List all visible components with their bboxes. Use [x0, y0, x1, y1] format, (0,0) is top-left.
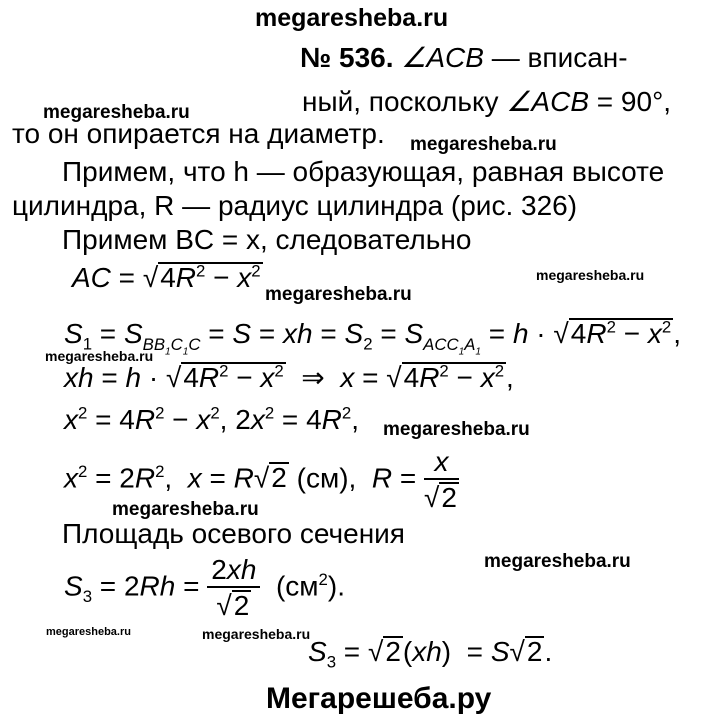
formula-ac: AC = $√4R^2 - x^2$ [72, 261, 261, 293]
watermark: megaresheba.ru [265, 284, 412, 305]
formula-s3: $S_3 = 2Rh$ = $\frac{2xh}{√2}$ $(см^2)$. [64, 554, 345, 621]
watermark-top: megaresheba.ru [255, 4, 449, 32]
footer-brand: Мегарешеба.ру [266, 682, 492, 715]
heading-rest: — вписан- [491, 42, 628, 73]
angle-acb: ∠ACB [401, 42, 484, 73]
section-label: Площадь осевого сечения [62, 518, 405, 549]
formula-s1: $S_1 = S_{BB_1C_1C} = S$ = xh = $S_2 = S_{ACC_1A_1} = h \cdot √4R^2 - x^2$, [64, 317, 681, 357]
watermark: megaresheba.ru [536, 267, 645, 283]
problem-heading [300, 44, 628, 72]
formula-s3-final: $S_3 = √2(xh) = S√2$. [308, 636, 553, 672]
text-line-2 [302, 88, 671, 116]
watermark: megaresheba.ru [45, 348, 154, 364]
watermark: megaresheba.ru [112, 499, 259, 520]
text-line-4: Примем, что h — образующая, равная высоте [62, 156, 665, 187]
text-fragment: = 90°, [596, 86, 672, 117]
unit-cm2: (см [275, 570, 319, 602]
problem-number: № 536. [300, 42, 394, 73]
watermark: megaresheba.ru [43, 102, 190, 123]
fraction-2xh-over-sqrt2: $\frac{2xh}{√2}$ [207, 556, 260, 620]
watermark: megaresheba.ru [383, 419, 530, 440]
text-line-3: то он опирается на диаметр. [12, 118, 385, 149]
watermark: megaresheba.ru [484, 551, 631, 572]
formula-xh: xh = $h \cdot √4R^2 - x^2$ ⇒ $x = √4R^2 - x^2$, [64, 361, 514, 393]
watermark: megaresheba.ru [46, 626, 131, 638]
formula-r: $x^2 = 2R^2$, x = R√2 (см), R = $\frac{x}{√2}$ [64, 446, 457, 513]
angle-acb: ∠ACB [506, 86, 590, 117]
formula-x2: $x^2 = 4R^2 - x^2$, $2x^2 = 4R^2$, [64, 403, 359, 435]
watermark: megaresheba.ru [202, 626, 311, 642]
fraction-x-over-sqrt2: $\frac{x}{√2}$ [424, 446, 457, 513]
unit-cm: (см) [296, 462, 349, 494]
text-line-6: Примем BC = x, следовательно [62, 224, 472, 255]
watermark: megaresheba.ru [410, 134, 557, 155]
text-line-5: цилиндра, R — радиус цилиндра (рис. 326) [12, 190, 578, 221]
text-fragment: ный, поскольку [302, 86, 499, 117]
